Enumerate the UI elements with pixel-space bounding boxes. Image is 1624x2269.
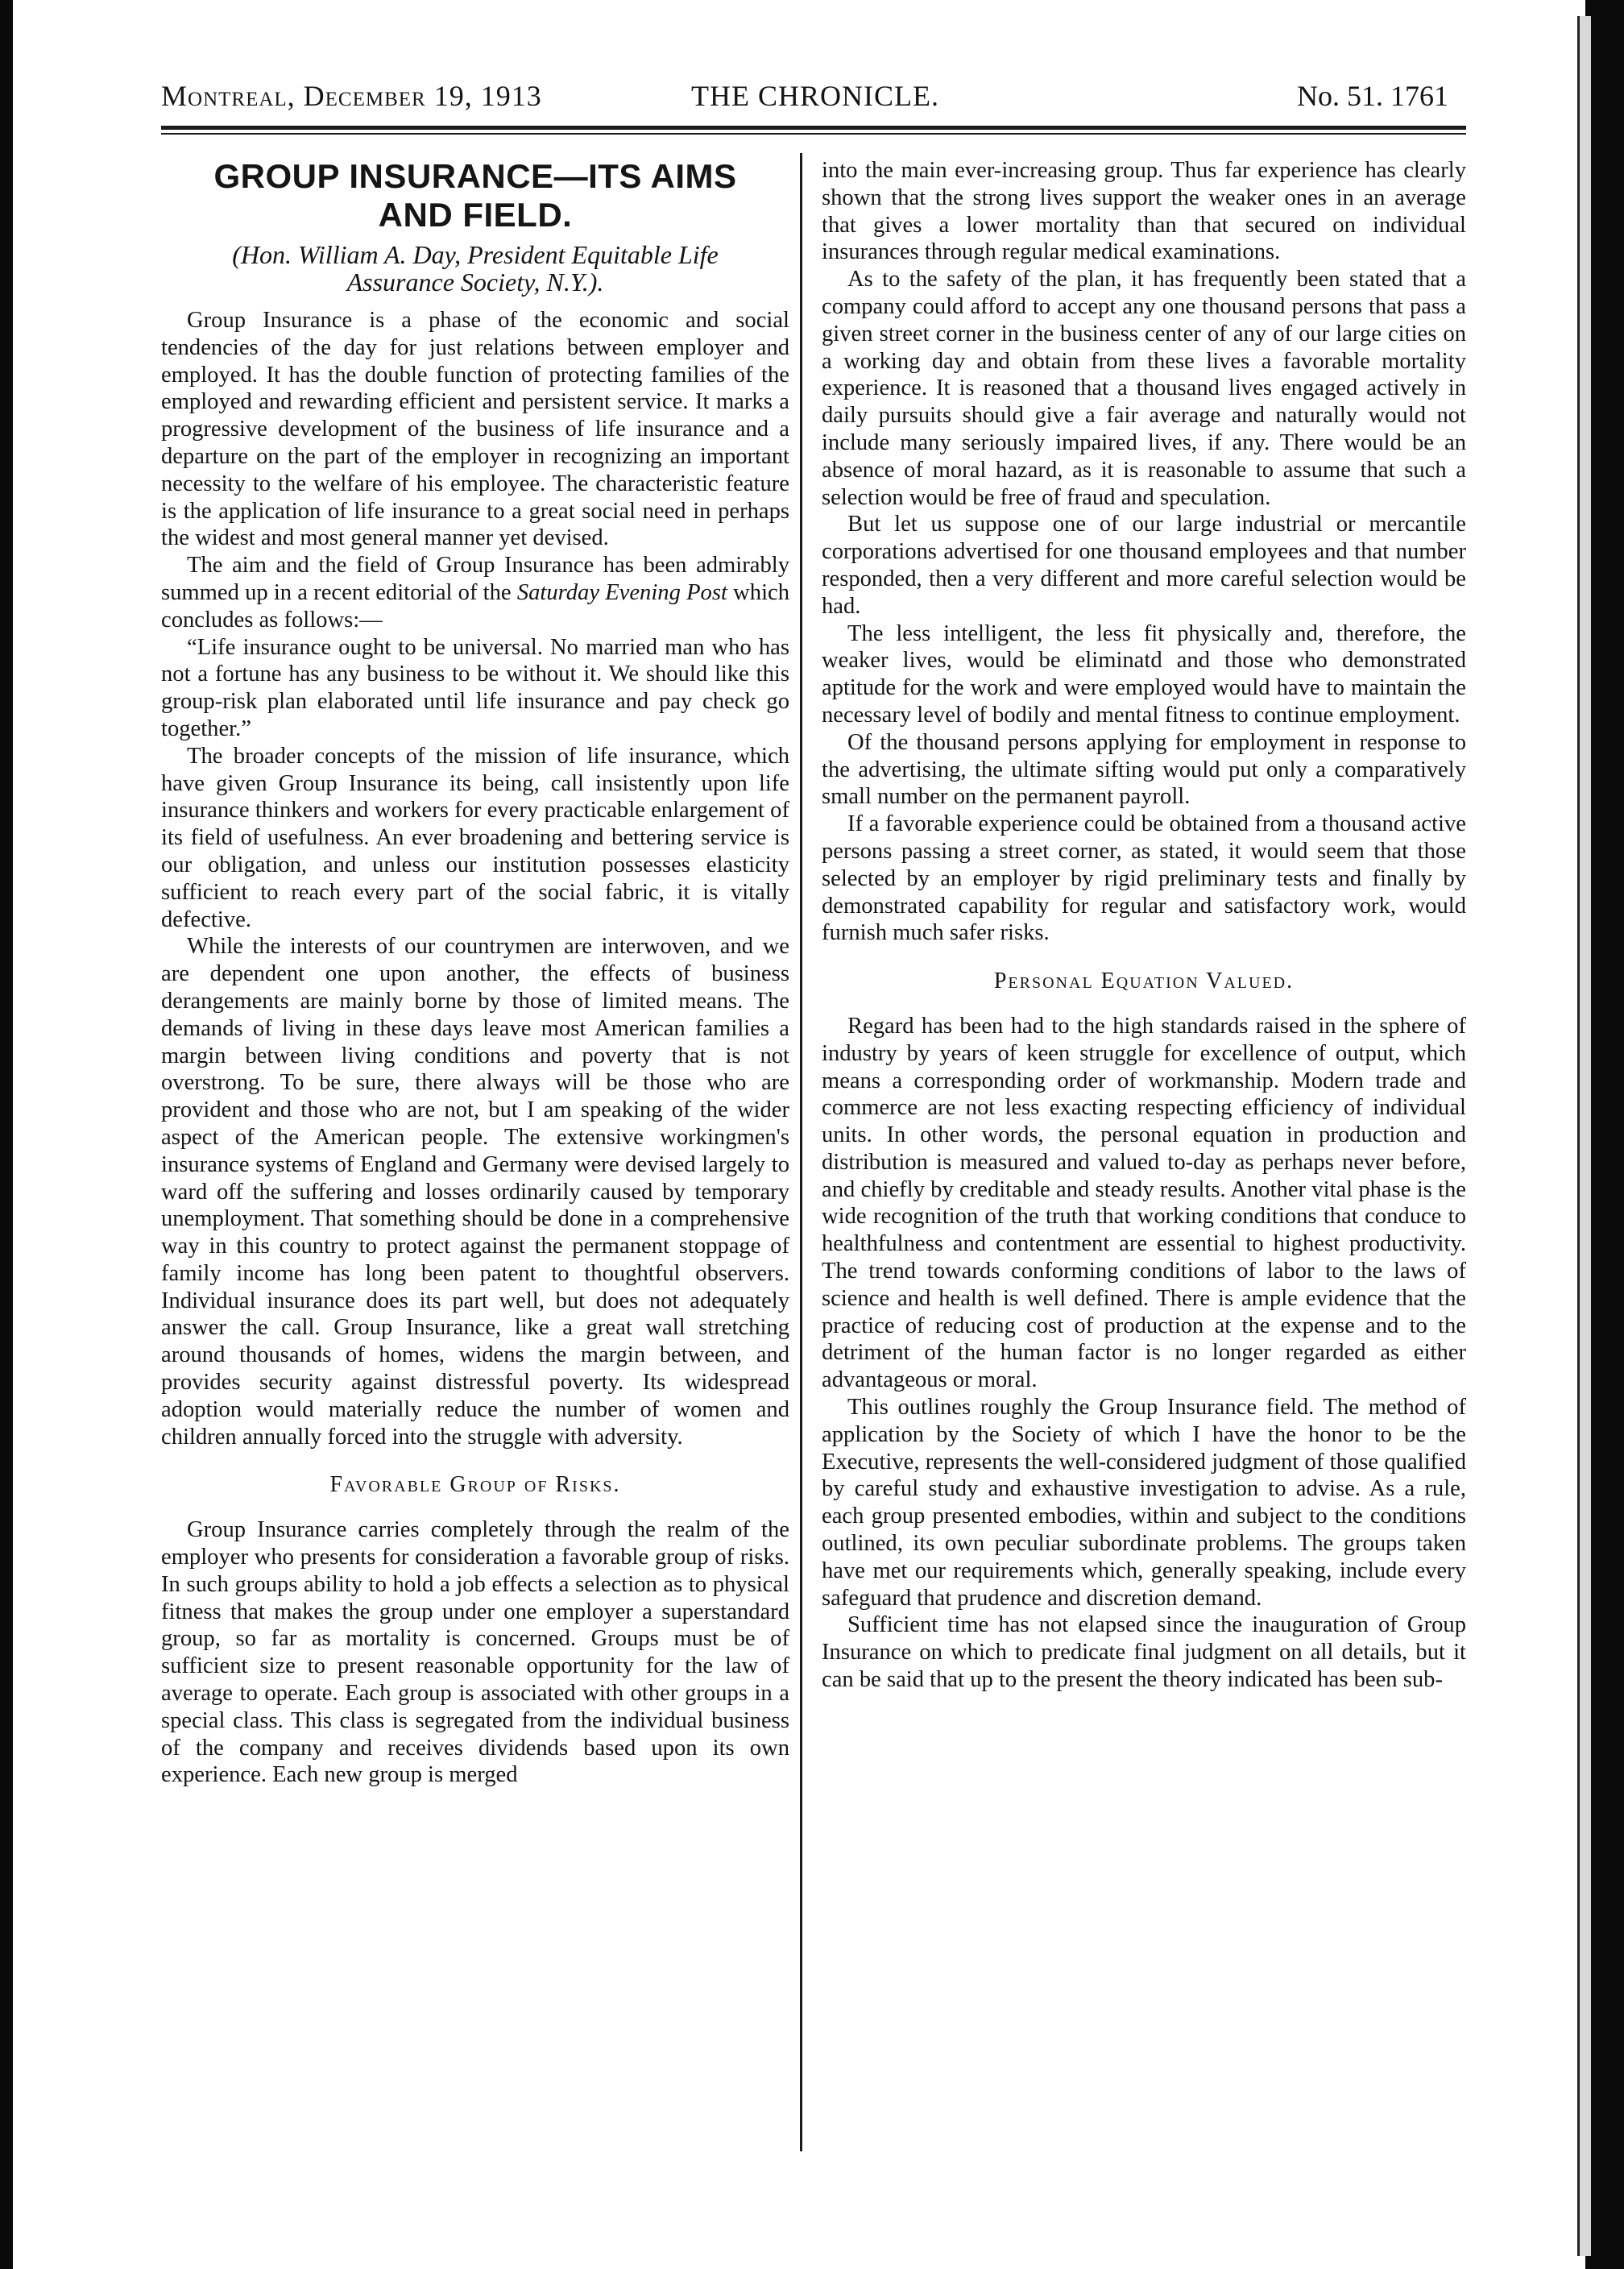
publication-name: Saturday Evening Post: [516, 579, 727, 605]
text-run: The aim and the field of Group Insurance has been admirably summed up in a recent editorial of the: [161, 553, 789, 605]
header-rule-thin: [161, 133, 1466, 135]
header-rule: [161, 126, 1466, 130]
paragraph: Regard has been had to the high standards raised in the sphere of industry by years of keen struggle for excellence of output, which means a corresponding order of workmanship. Modern trade and commerce are not less exacting respecting efficiency of individual units. In other words, the personal equation in production and distribution is measured and valued to-day as perhaps never before, and chiefly by creditable and steady results. Another vital phase is the wide recognition of the truth that working conditions that conduce to healthfulness and contentment are essential to highest productivity. The trend towards conforming conditions of labor to the laws of science and health is well defined. There is ample evidence that the practice of reducing cost of production at the expense and to the detriment of the human factor is no longer regarded as either advantageous or moral.: [822, 1013, 1466, 1393]
article-title-line-2: AND FIELD.: [378, 196, 573, 234]
quotation: “Life insurance ought to be universal. No married man who has not a fortune has any business to be without it. We should like this group-risk plan elaborated until life insurance and pay check go together.”: [161, 634, 789, 741]
column-divider: [800, 153, 802, 2151]
paragraph-continued: into the main ever-increasing group. Thus far experience has clearly shown that the strong lives support the weaker ones in an average that gives a lower mortality than that secured on individual insurances through regular medical examinations.: [822, 158, 1466, 265]
paragraph: But let us suppose one of our large industrial or mercantile corporations advertised for one thousand employees and that number responded, then a very different and more careful selection would be had.: [822, 512, 1466, 619]
binding-edge: [1577, 16, 1591, 2256]
paragraph: As to the safety of the plan, it has frequently been stated that a company could afford to accept any one thousand persons that pass a given street corner in the business center of any of our large cities on a working day and obtain from these lives a favorable mortality experience. It is reasoned that a thousand lives engaged actively in daily pursuits should give a fair average and naturally would not include many seriously impaired lives, if any. There would be an absence of moral hazard, as it is reasonable to assume that such a selection would be free of fraud and speculation.: [822, 267, 1466, 510]
running-head-publication: THE CHRONICLE.: [691, 80, 939, 112]
section-subhead: Favorable Group of Risks.: [329, 1472, 621, 1498]
byline-line-2: Assurance Society, N.Y.).: [346, 268, 604, 297]
paragraph: If a favorable experience could be obtained from a thousand active persons passing a street corner, as stated, it would seem that those selected by an employer by rigid preliminary tests and finally by demonstrated capability for regular and satisfactory work, would furnish much safer risks.: [822, 811, 1466, 946]
right-column: [822, 157, 1466, 2147]
paragraph-editorial: [161, 552, 789, 633]
paragraph: Sufficient time has not elapsed since the inauguration of Group Insurance on which to predicate final judgment on all details, but it can be said that up to the present the theory indicated has been sub-: [822, 1612, 1466, 1693]
paragraph: While the interests of our countrymen are interwoven, and we are dependent one upon another, the effects of business derangements are mainly borne by those of limited means. The demands of living in these days leave most American families a margin between living conditions and poverty that is not overstrong. To be sure, there always will be those who are provident and those who are not, but I am speaking of the wider aspect of the American people. The extensive workingmen's insurance systems of England and Germany were devised largely to ward off the suffering and losses ordinarily caused by temporary unemployment. That something should be done in a comprehensive way in this country to protect against the permanent stoppage of family income has long been patent to thoughtful observers. Individual insurance does its part well, but does not adequately answer the call. Group Insurance, like a great wall stretching around thousands of homes, widens the margin between, and provides security against distressful poverty. Its widespread adoption would materially reduce the number of women and children annually forced into the struggle with adversity.: [161, 934, 789, 1450]
left-column: [161, 157, 789, 2147]
paragraph: Of the thousand persons applying for employment in response to the advertising, the ultimate sifting would put only a comparatively small number on the permanent payroll.: [822, 729, 1466, 810]
scan-left-border: [0, 0, 13, 2269]
paragraph: The broader concepts of the mission of life insurance, which have given Group Insurance its being, call insistently upon life insurance thinkers and workers for every practicable enlargement of its field of usefulness. An ever broadening and bettering service is our obligation, and unless our institution possesses elasticity sufficient to reach every part of the social fabric, it is vitally defective.: [161, 743, 789, 932]
paragraph: Group Insurance is a phase of the economic and social tendencies of the day for just relations between employer and employed. It has the double function of protecting families of the employed and rewarding efficient and persistent service. It marks a progressive development of the business of life insurance and a departure on the part of the employer in recognizing an important necessity to the welfare of his employee. The characteristic feature is the application of life insurance to a great social need in perhaps the widest and most general manner yet devised.: [161, 308, 789, 551]
section-subhead: Personal Equation Valued.: [993, 969, 1295, 994]
paragraph: Group Insurance carries completely through the realm of the employer who presents for consideration a favorable group of risks. In such groups ability to hold a job effects a selection as to physical fitness that makes the group under one employer a superstandard group, so far as mortality is concerned. Groups must be of sufficient size to present reasonable opportunity for the law of average to operate. Each group is associated with other groups in a special class. This class is segregated from the individual business of the company and receives dividends based upon its own experience. Each new group is merged: [161, 1517, 789, 1788]
running-head-issue: No. 51. 1761: [1297, 80, 1448, 112]
article-byline: [161, 241, 789, 296]
paragraph: The less intelligent, the less fit physically and, therefore, the weaker lives, would be eliminatd and those who demonstrated aptitude for the work and were employed would have to maintain the necessary level of bodily and mental fitness to continue employment.: [822, 620, 1466, 728]
article-title: [161, 157, 789, 234]
byline-line-1: (Hon. William A. Day, President Equitable Life: [232, 240, 719, 269]
text-run: which concludes as follows:—: [161, 579, 789, 633]
scan-right-border: [1585, 0, 1624, 2269]
running-head-date: Montreal, December 19, 1913: [161, 80, 542, 112]
paragraph: This outlines roughly the Group Insurance field. The method of application by the Society of which I have the honor to be the Executive, represents the well-considered judgment of those qualified by careful study and exhaustive investigation to advise. As a rule, each group presented embodies, within and subject to the conditions outlined, its own peculiar subordinate problems. The groups taken have met our requirements which, generally speaking, include every safeguard that prudence and discretion demand.: [822, 1395, 1466, 1611]
article-title-line-1: GROUP INSURANCE—ITS AIMS: [213, 157, 737, 195]
